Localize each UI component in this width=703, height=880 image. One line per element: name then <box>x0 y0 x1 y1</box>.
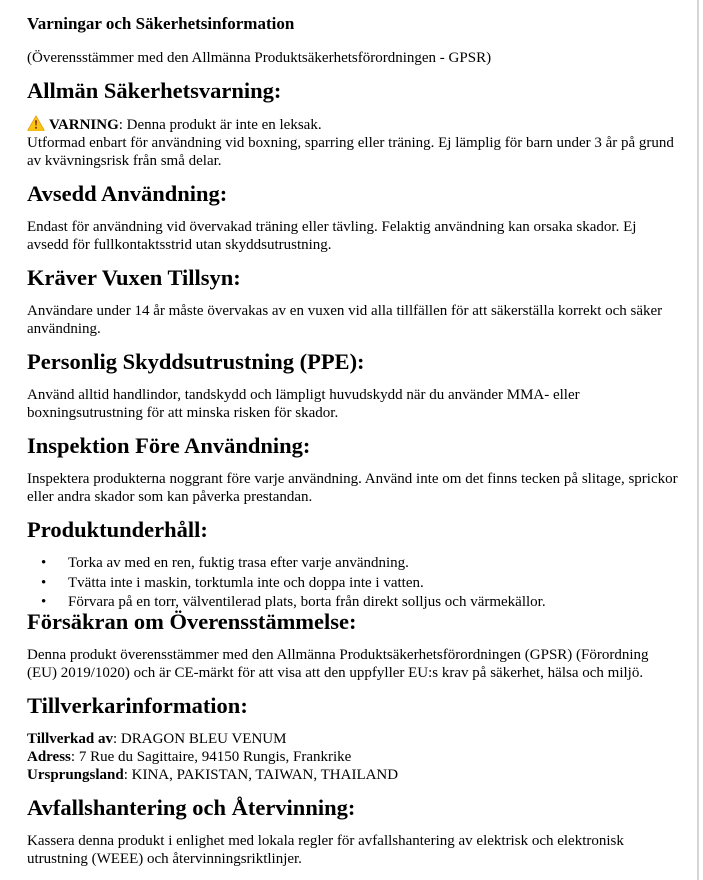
heading-manufacturer: Tillverkarinformation: <box>27 692 248 718</box>
warning-label: VARNING <box>49 117 119 133</box>
manufacturer-row <box>27 748 680 766</box>
disposal-body: Kassera denna produkt i enlighet med lokala regler för avfallshantering av elektrisk och elektronisk utrustning (WEEE) och återvinningsriktlinjer. <box>27 832 624 867</box>
manufacturer-info <box>27 730 680 784</box>
page-title: Varningar och Säkerhetsinformation <box>27 14 295 33</box>
manufacturer-value: : DRAGON BLEU VENUM <box>113 730 287 747</box>
origin-value: : KINA, PAKISTAN, TAIWAN, THAILAND <box>123 766 399 783</box>
general-warning-paragraph <box>27 115 680 170</box>
heading-conformity: Försäkran om Överensstämmelse: <box>27 608 357 634</box>
list-item: • Tvätta inte i maskin, torktumla inte och doppa inte i vatten. <box>27 574 680 594</box>
conformity-body: Denna produkt överensstämmer med den Allmänna Produktsäkerhetsförordningen (GPSR) (Förordning (EU) 2019/1020) och är CE-märkt för att visa att den uppfyller EU:s krav på säkerhet, hälsa och miljö. <box>27 646 649 681</box>
list-item: • Torka av med en ren, fuktig trasa efter varje användning. <box>27 554 680 574</box>
warning-line <box>27 115 680 134</box>
heading-ppe: Personlig Skyddsutrustning (PPE): <box>27 349 365 374</box>
warning-text: : Denna produkt är inte en leksak. <box>118 117 322 133</box>
general-warning-body: Utformad enbart för användning vid boxning, sparring eller träning. Ej lämplig för barn under 3 år på grund av kvävningsrisk från små delar. <box>27 135 674 169</box>
adult-supervision-body: Användare under 14 år måste övervakas av en vuxen vid alla tillfällen för att säkerställa korrekt och säker användning. <box>27 303 663 337</box>
manufacturer-row <box>27 730 680 748</box>
address-value: : 7 Rue du Sagittaire, 94150 Rungis, Frankrike <box>70 748 352 765</box>
heading-inspection: Inspektion Före Användning: <box>27 433 311 458</box>
ppe-body: Använd alltid handlindor, tandskydd och lämpligt huvudskydd när du använder MMA- eller boxningsutrustning för att minska risken för skador. <box>27 387 580 421</box>
origin-label: Ursprungsland <box>27 766 124 783</box>
heading-disposal: Avfallshantering och Återvinning: <box>27 794 356 820</box>
address-label: Adress <box>27 748 71 765</box>
gpsr-subtitle: (Överensstämmer med den Allmänna Produktsäkerhetsförordningen - GPSR) <box>27 50 492 66</box>
page-right-border <box>697 0 699 880</box>
heading-intended-use: Avsedd Användning: <box>27 181 228 206</box>
manufacturer-label: Tillverkad av <box>27 730 113 747</box>
warning-triangle-icon <box>27 115 45 131</box>
heading-general-warning: Allmän Säkerhetsvarning: <box>27 78 282 103</box>
manufacturer-row <box>27 766 680 784</box>
heading-maintenance: Produktunderhåll: <box>27 517 208 542</box>
intended-use-body: Endast för användning vid övervakad träning eller tävling. Felaktig användning kan orsaka skador. Ej avsedd för fullkontaktsstrid utan skyddsutrustning. <box>27 219 637 253</box>
list-item: • Förvara på en torr, välventilerad plats, borta från direkt solljus och värmekällor. <box>27 593 680 613</box>
heading-adult-supervision: Kräver Vuxen Tillsyn: <box>27 265 241 290</box>
maintenance-list <box>27 554 680 613</box>
inspection-body: Inspektera produkterna noggrant före varje användning. Använd inte om det finns tecken på slitage, sprickor eller andra skador som kan påverka prestandan. <box>27 471 678 505</box>
